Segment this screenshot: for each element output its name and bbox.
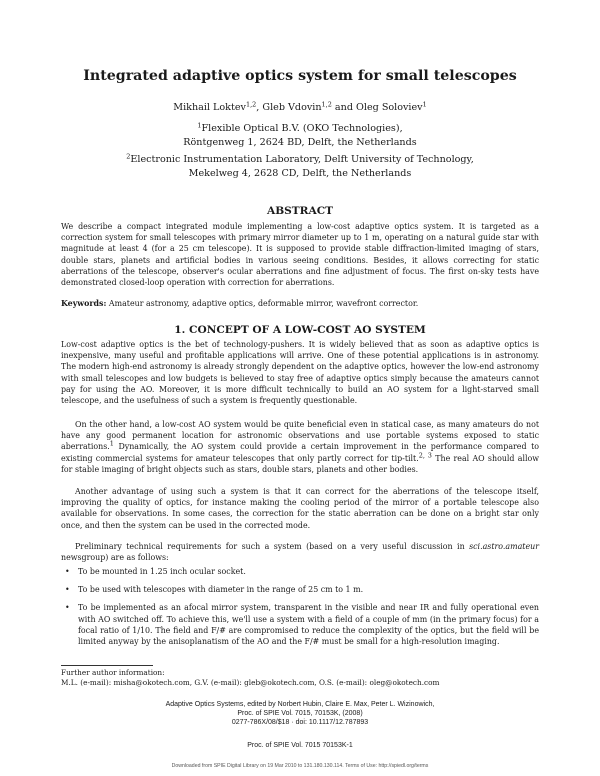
abstract-heading: ABSTRACT bbox=[266, 205, 334, 217]
bullet-icon: • bbox=[65, 603, 70, 613]
list-item bbox=[61, 566, 539, 577]
keywords-text: Amateur astronomy, adaptive optics, deformable mirror, wavefront corrector. bbox=[106, 299, 419, 308]
author-name: Gleb Vdovin bbox=[262, 102, 322, 113]
affiliation-2 bbox=[0, 153, 600, 181]
publication-line-2: Proc. of SPIE Vol. 7015, 70153K, (2008) bbox=[237, 710, 363, 717]
list-item bbox=[61, 602, 539, 647]
author-separator: , bbox=[256, 102, 263, 113]
author-affil-sup: 1 bbox=[422, 100, 427, 109]
affil-line2: Mekelweg 4, 2628 CD, Delft, the Netherlands bbox=[188, 168, 412, 179]
affil-sup: 1 bbox=[197, 121, 202, 130]
citation-sup: 1 bbox=[109, 439, 114, 448]
bullet-icon: • bbox=[65, 585, 70, 595]
list-item-text: To be used with telescopes with diameter in the range of 25 cm to 1 m. bbox=[78, 585, 364, 595]
publication-info bbox=[0, 700, 600, 727]
keywords bbox=[61, 298, 539, 309]
download-notice: Downloaded from SPIE Digital Library on 19 Mar 2010 to 131.180.130.114. Terms of Use: http://spiedl.org/terms bbox=[171, 763, 429, 769]
section-1-paragraph-4 bbox=[61, 541, 539, 563]
paper-title: Integrated adaptive optics system for small telescopes bbox=[83, 68, 517, 84]
p4-text-a: Preliminary technical requirements for such a system (based on a very useful discussion in bbox=[75, 542, 470, 551]
section-1-paragraph-1: Low-cost adaptive optics is the bet of technology-pushers. It is widely believed that as soon as adaptive optics is inexpensive, many useful and profitable applications will arrive. One of these potential applications is in astronomy. The modern high-end astronomy is already strongly dependent on the adaptive optics, however the low-end astronomy with small telescopes and low budgets is believed to stay free of adaptive optics simply because the amateurs cannot pay for using the AO. Moreover, it is more difficult technically to build an AO system for a light-starved small telescope, and the usefulness of such a system is frequently questionable. bbox=[61, 340, 539, 406]
author-name: Mikhail Loktev bbox=[173, 102, 246, 113]
author-separator: and bbox=[331, 102, 357, 113]
footnote-divider bbox=[61, 665, 153, 666]
p4-text-b: newsgroup) are as follows: bbox=[61, 553, 169, 563]
affil-sup: 2 bbox=[126, 152, 131, 161]
author-name: Oleg Soloviev bbox=[356, 102, 423, 113]
list-item bbox=[61, 584, 539, 595]
affiliation-1 bbox=[0, 122, 600, 150]
list-item-text: To be mounted in 1.25 inch ocular socket. bbox=[78, 567, 246, 576]
page-number: Proc. of SPIE Vol. 7015 70153K-1 bbox=[247, 742, 353, 749]
p2-text-b: Dynamically, the AO system could provide a certain improvement in the performance compared to existing commercial systems for amateur telescopes that only partly correct for tip-tilt. bbox=[61, 442, 539, 463]
requirements-list bbox=[61, 566, 539, 654]
bullet-icon: • bbox=[65, 567, 70, 576]
footnote-line-2: M.L. (e-mail): misha@okotech.com, G.V. (e-mail): gleb@okotech.com, O.S. (e-mail): oleg@okotech.com bbox=[61, 678, 440, 687]
keywords-label: Keywords: bbox=[61, 299, 107, 308]
publication-line-1: Adaptive Optics Systems, edited by Norbert Hubin, Claire E. Max, Peter L. Wizinowich, bbox=[165, 701, 435, 708]
affil-line2: Röntgenweg 1, 2624 BD, Delft, the Netherlands bbox=[183, 137, 417, 148]
author-list bbox=[0, 102, 600, 113]
affiliation-line bbox=[0, 122, 600, 136]
p2-text-a: On the other hand, a low-cost AO system would be quite beneficial even in statical case, as many amateurs do not have any good permanent location for astronomic observations and use portable systems exposed to static aberrations. bbox=[61, 420, 539, 452]
citation-sup: 2, 3 bbox=[418, 451, 432, 460]
author-affil-sup: 1,2 bbox=[321, 100, 332, 109]
section-1-paragraph-3: Another advantage of using such a system is that it can correct for the aberrations of the telescope itself, improving the quality of optics, for instance making the cooling period of the mirror of a portable telescope also available for observations. In some cases, the correction for the static aberration can be done on a bright star only once, and then the system can be used in the corrected mode. bbox=[61, 487, 539, 530]
affiliation-line bbox=[0, 153, 600, 167]
section-1-heading: 1. CONCEPT OF A LOW-COST AO SYSTEM bbox=[174, 324, 426, 336]
list-item-text: To be implemented as an afocal mirror system, transparent in the visible and near IR and fully operational even with AO switched off. To achieve this, we'll use a system with a field of a couple of mm (in the primary focus) for a focal ratio of 1/10. The field and F/# are compromised to reduce the complexity of the optics, but the field will be limited anyway by the anisoplanatism of the AO and the F/# must be small for a high-resolution imaging. bbox=[78, 603, 539, 647]
author-affil-sup: 1,2 bbox=[245, 100, 257, 109]
abstract-text: We describe a compact integrated module implementing a low-cost adaptive optics system. It is targeted as a correction system for small telescopes with primary mirror diameter up to 1 m, operating on a natural guide star with magnitude at least 4 (for a 25 cm telescope). It is supposed to provide stable diffraction-limited imaging of stars, double stars, planets and artificial bodies in various seeing conditions. Besides, it allows correcting for static aberrations of the telescope, observer's ocular aberrations and fine adjustment of focus. The first on-sky tests have demonstrated closed-loop operation with correction for aberrations. bbox=[61, 222, 539, 288]
publication-line-3: 0277-786X/08/$18 · doi: 10.1117/12.787893 bbox=[231, 719, 369, 726]
p2-text-c: The real AO should allow for stable imaging of bright objects such as stars, double stars, planets and other bodies. bbox=[61, 453, 540, 474]
affil-line1: Electronic Instrumentation Laboratory, Delft University of Technology, bbox=[130, 154, 474, 165]
footnote-line-1: Further author information: bbox=[61, 668, 165, 677]
affil-line1: Flexible Optical B.V. (OKO Technologies), bbox=[201, 123, 403, 134]
section-1-paragraph-2 bbox=[61, 419, 539, 475]
newsgroup-name: sci.astro.amateur bbox=[469, 542, 539, 551]
